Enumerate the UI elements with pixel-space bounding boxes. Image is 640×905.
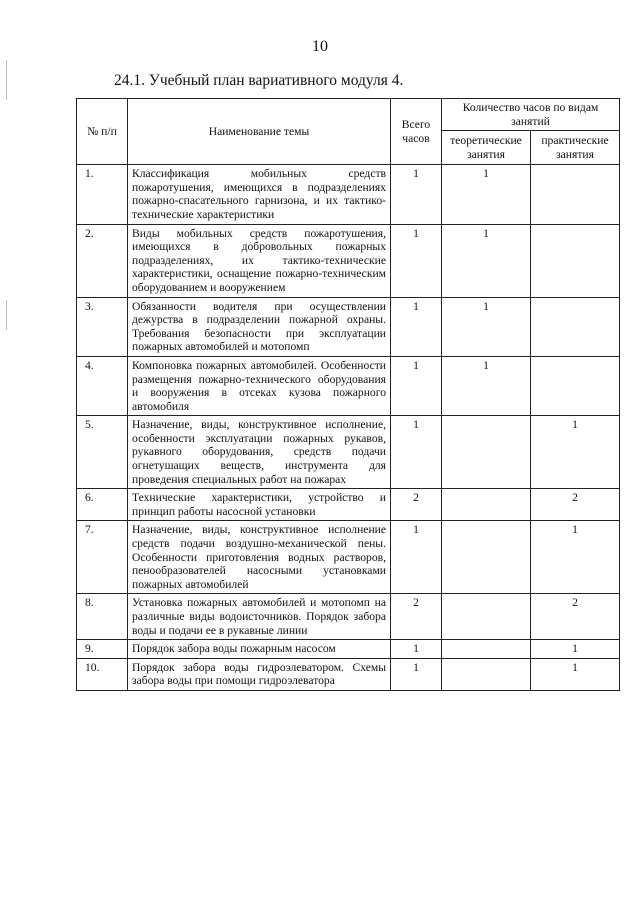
row-theory-hours — [442, 521, 531, 594]
row-theory-hours: 1 — [442, 165, 531, 224]
row-number: 4. — [77, 356, 128, 415]
header-theory: теоретические занятия — [442, 131, 531, 165]
row-theory-hours — [442, 489, 531, 521]
row-topic: Назначение, виды, конструктивное исполнение, особенности эксплуатации пожарных рукавов, рукавного оборудования, средств подачи огнетушащих веществ, инструмента для проведения специальных работ на пожарах — [128, 416, 391, 489]
page-heading: 24.1. Учебный план вариативного модуля 4. — [114, 72, 404, 89]
row-total-hours: 1 — [391, 640, 442, 659]
row-total-hours: 1 — [391, 521, 442, 594]
row-total-hours: 2 — [391, 594, 442, 640]
row-topic: Технические характеристики, устройство и принцип работы насосной установки — [128, 489, 391, 521]
row-number: 1. — [77, 165, 128, 224]
table-row — [77, 224, 620, 297]
page-number: 10 — [312, 38, 328, 55]
table-row — [77, 594, 620, 640]
row-theory-hours: 1 — [442, 356, 531, 415]
row-practice-hours: 1 — [531, 416, 620, 489]
row-theory-hours — [442, 658, 531, 690]
row-total-hours: 2 — [391, 489, 442, 521]
row-theory-hours — [442, 594, 531, 640]
row-theory-hours: 1 — [442, 297, 531, 356]
row-number: 2. — [77, 224, 128, 297]
curriculum-table — [76, 98, 620, 691]
row-topic: Виды мобильных средств пожаротушения, имеющихся в добровольных пожарных подразделениях, их тактико-технические характеристики, оснащение пожарно-техническим оборудованием и вооружением — [128, 224, 391, 297]
row-number: 9. — [77, 640, 128, 659]
row-total-hours: 1 — [391, 356, 442, 415]
row-theory-hours — [442, 640, 531, 659]
row-number: 5. — [77, 416, 128, 489]
table-row — [77, 521, 620, 594]
row-number: 8. — [77, 594, 128, 640]
row-topic: Классификация мобильных средств пожаротушения, имеющихся в подразделениях пожарно-спасательного гарнизона, и их тактико-технические характеристики — [128, 165, 391, 224]
header-hours-by-type: Количество часов по видам занятий — [442, 99, 620, 131]
table-row — [77, 165, 620, 224]
row-topic: Компоновка пожарных автомобилей. Особенности размещения пожарно-технического оборудования и вооружения в отсеках кузова пожарного автомобиля — [128, 356, 391, 415]
table-row — [77, 356, 620, 415]
header-total: Всего часов — [391, 99, 442, 165]
row-total-hours: 1 — [391, 658, 442, 690]
row-total-hours: 1 — [391, 297, 442, 356]
table-row — [77, 416, 620, 489]
header-topic: Наименование темы — [128, 99, 391, 165]
row-theory-hours: 1 — [442, 224, 531, 297]
row-topic: Обязанности водителя при осуществлении дежурства в подразделении пожарной охраны. Требования безопасности при эксплуатации пожарных автомобилей и мотопомп — [128, 297, 391, 356]
row-practice-hours — [531, 165, 620, 224]
row-number: 10. — [77, 658, 128, 690]
row-topic: Назначение, виды, конструктивное исполнение средств подачи воздушно-механической пены. Особенности приготовления водных растворов, пенообразователей насосными установками пожарных автомобилей — [128, 521, 391, 594]
scan-edge-mark — [6, 300, 7, 330]
row-total-hours: 1 — [391, 416, 442, 489]
row-practice-hours — [531, 224, 620, 297]
row-theory-hours — [442, 416, 531, 489]
row-practice-hours: 2 — [531, 594, 620, 640]
row-number: 7. — [77, 521, 128, 594]
row-practice-hours: 2 — [531, 489, 620, 521]
table-row — [77, 640, 620, 659]
row-number: 3. — [77, 297, 128, 356]
header-practice: практические занятия — [531, 131, 620, 165]
row-total-hours: 1 — [391, 165, 442, 224]
header-num: № п/п — [77, 99, 128, 165]
row-total-hours: 1 — [391, 224, 442, 297]
row-practice-hours: 1 — [531, 658, 620, 690]
row-topic: Установка пожарных автомобилей и мотопомп на различные виды водоисточников. Порядок забора воды и подачи ее в рукавные линии — [128, 594, 391, 640]
row-number: 6. — [77, 489, 128, 521]
table-row — [77, 489, 620, 521]
row-practice-hours — [531, 356, 620, 415]
row-topic: Порядок забора воды гидроэлеватором. Схемы забора воды при помощи гидроэлеватора — [128, 658, 391, 690]
table-row — [77, 658, 620, 690]
row-practice-hours: 1 — [531, 521, 620, 594]
row-topic: Порядок забора воды пожарным насосом — [128, 640, 391, 659]
table-body — [77, 165, 620, 691]
scan-edge-mark — [6, 60, 7, 100]
row-practice-hours — [531, 297, 620, 356]
row-practice-hours: 1 — [531, 640, 620, 659]
table-row — [77, 297, 620, 356]
